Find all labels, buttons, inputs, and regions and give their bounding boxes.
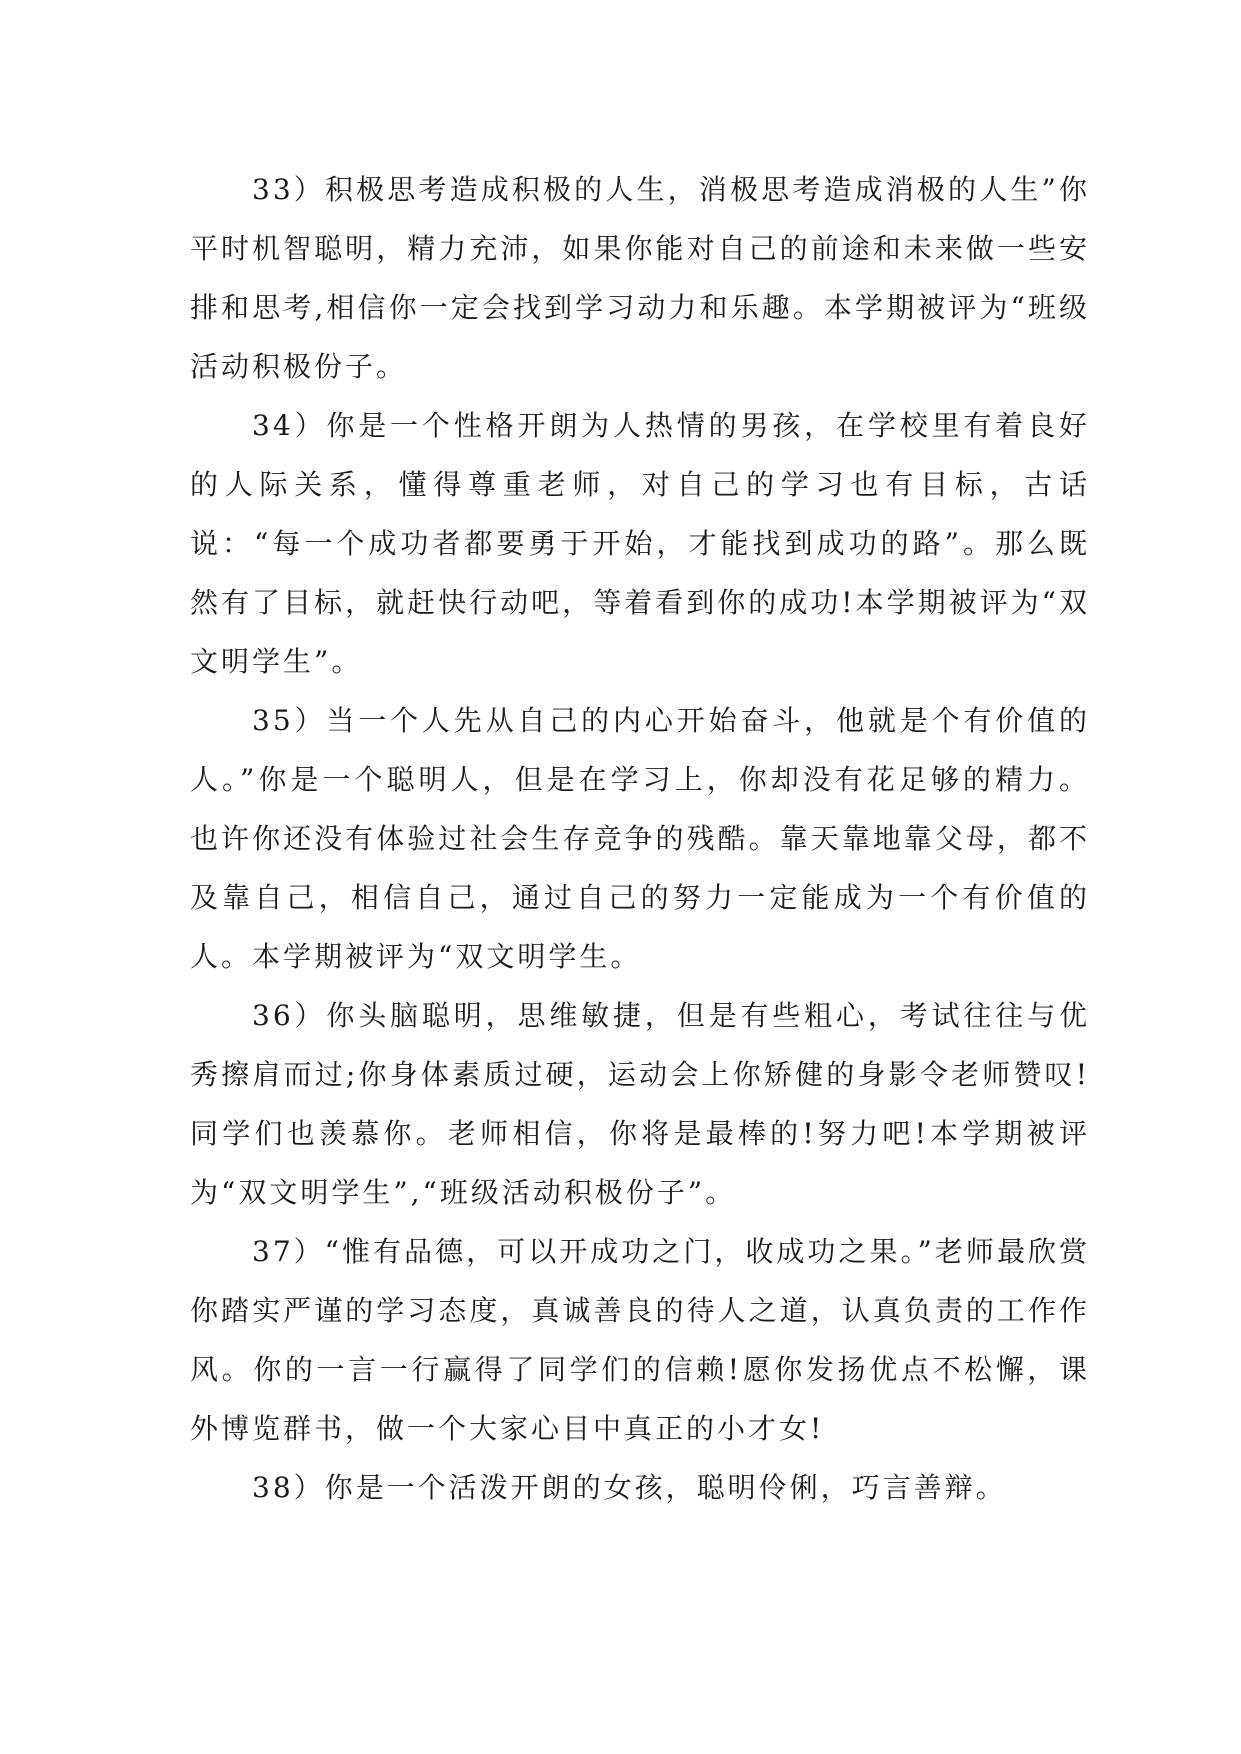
comment-paragraph-33: 33）积极思考造成积极的人生，消极思考造成消极的人生”你平时机智聪明，精力充沛，如果你能对自己的前途和未来做一些安排和思考,相信你一定会找到学习动力和乐趣。本学期被评为“班级活动积极份子。 (190, 173, 1090, 383)
comment-paragraph-37: 37）“惟有品德，可以开成功之门，收成功之果。”老师最欣赏你踏实严谨的学习态度，真诚善良的待人之道，认真负责的工作作风。你的一言一行赢得了同学们的信赖!愿你发扬优点不松懈，课外博览群书，做一个大家心目中真正的小才女! (190, 1235, 1090, 1445)
comment-paragraph-35: 35）当一个人先从自己的内心开始奋斗，他就是个有价值的人。”你是一个聪明人，但是在学习上，你却没有花足够的精力。也许你还没有体验过社会生存竞争的残酷。靠天靠地靠父母，都不及靠自己，相信自己，通过自己的努力一定能成为一个有价值的人。本学期被评为“双文明学生。 (190, 704, 1090, 973)
document-body (190, 160, 1090, 1517)
comment-paragraph-38: 38）你是一个活泼开朗的女孩，聪明伶俐，巧言善辩。 (252, 1471, 1007, 1504)
comment-paragraph-34: 34）你是一个性格开朗为人热情的男孩，在学校里有着良好的人际关系，懂得尊重老师，对自己的学习也有目标，古话说：“每一个成功者都要勇于开始，才能找到成功的路”。那么既然有了目标，就赶快行动吧，等着看到你的成功!本学期被评为“双文明学生”。 (190, 409, 1090, 678)
comment-paragraph-36: 36）你头脑聪明，思维敏捷，但是有些粗心，考试往往与优秀擦肩而过;你身体素质过硬，运动会上你矫健的身影令老师赞叹!同学们也羡慕你。老师相信，你将是最棒的!努力吧!本学期被评为“双文明学生”,“班级活动积极份子”。 (190, 999, 1090, 1209)
